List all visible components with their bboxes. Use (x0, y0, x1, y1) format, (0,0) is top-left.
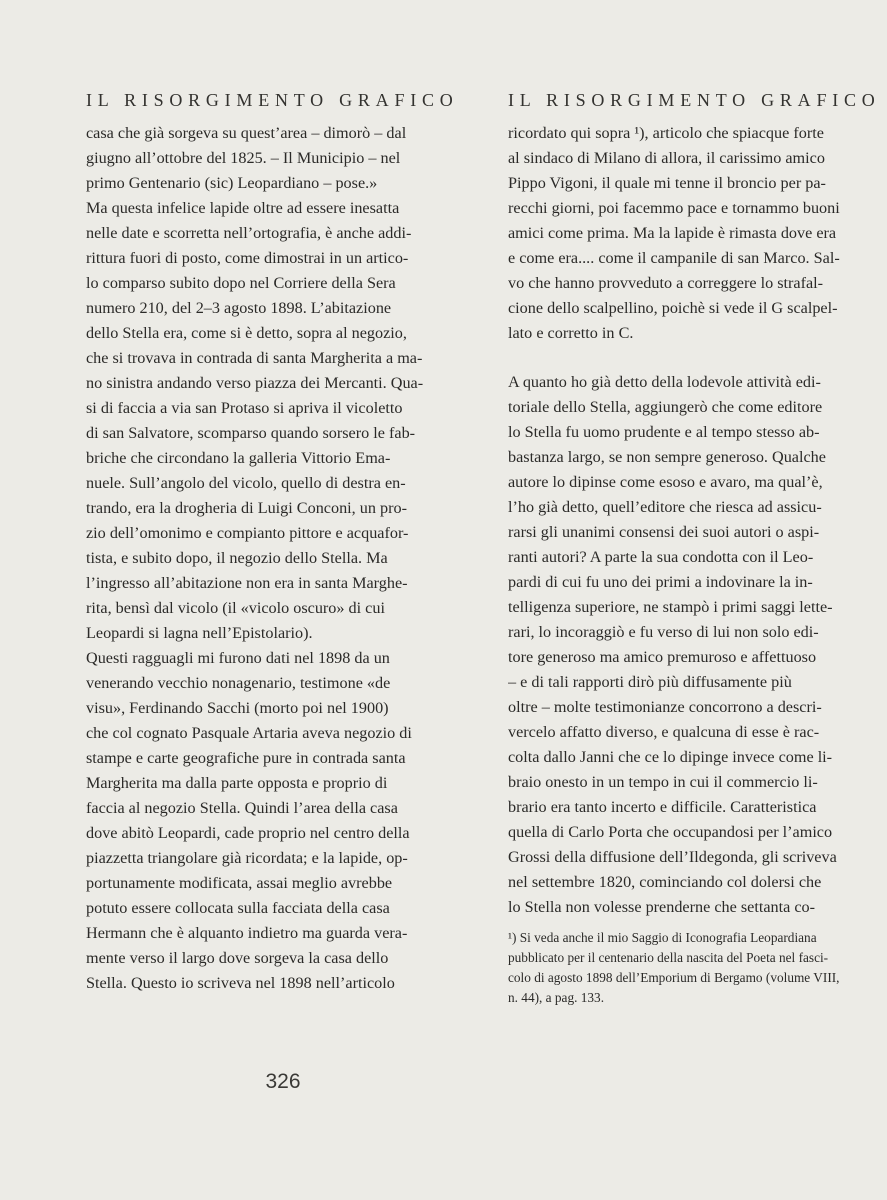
text-line: cione dello scalpellino, poichè si vede il G scalpel- (508, 299, 838, 317)
text-line: primo Gentenario (sic) Leopardiano – pose.» (86, 174, 378, 192)
text-line: lo comparso subito dopo nel Corriere della Sera (86, 274, 396, 292)
text-line: quella di Carlo Porta che occupandosi per l’amico (508, 823, 833, 841)
text-line: Ma questa infelice lapide oltre ad essere inesatta (86, 199, 400, 217)
text-line: che col cognato Pasquale Artaria aveva negozio di (86, 724, 412, 742)
running-header-right: IL RISORGIMENTO GRAFICO (508, 90, 881, 110)
text-line: lo Stella non volesse prenderne che settanta co- (508, 898, 816, 916)
text-line: Stella. Questo io scriveva nel 1898 nell’articolo (86, 974, 395, 992)
running-header-left: IL RISORGIMENTO GRAFICO (86, 90, 459, 110)
text-line: no sinistra andando verso piazza dei Mercanti. Qua- (86, 374, 424, 392)
text-line: casa che già sorgeva su quest’area – dimorò – dal (86, 124, 407, 142)
text-line: stampe e carte geografiche pure in contrada santa (86, 749, 406, 767)
page-number: 326 (265, 1070, 301, 1093)
text-line: si di faccia a via san Protaso si apriva il vicoletto (86, 399, 403, 417)
text-line: numero 210, del 2–3 agosto 1898. L’abitazione (86, 299, 392, 317)
text-line: mente verso il largo dove sorgeva la casa dello (86, 949, 389, 967)
text-line: che si trovava in contrada di santa Margherita a ma- (86, 349, 423, 367)
text-line: oltre – molte testimonianze concorrono a descri- (508, 698, 822, 716)
text-line: portunamente modificata, assai meglio avrebbe (86, 874, 393, 892)
paragraph-gap (508, 346, 868, 370)
footnote (508, 928, 868, 1008)
text-line: dello Stella era, come si è detto, sopra al negozio, (86, 324, 407, 342)
text-line: Hermann che è alquanto indietro ma guarda vera- (86, 924, 408, 942)
text-line: tore generoso ma amico premuroso e affettuoso (508, 648, 817, 666)
text-line: rari, lo incoraggiò e fu verso di lui non solo edi- (508, 623, 819, 641)
text-line: rita, bensì dal vicolo (il «vicolo oscuro» di cui (86, 599, 385, 617)
text-line: ricordato qui sopra ¹), articolo che spiacque forte (508, 124, 824, 142)
text-line: faccia al negozio Stella. Quindi l’area della casa (86, 799, 398, 817)
text-line: giugno all’ottobre del 1825. – Il Municipio – nel (86, 149, 401, 167)
text-line: recchi giorni, poi facemmo pace e tornammo buoni (508, 199, 840, 217)
text-line: l’ingresso all’abitazione non era in santa Marghe- (86, 574, 408, 592)
text-line: rarsi gli unanimi consensi dei suoi autori o aspi- (508, 523, 820, 541)
footnote-line: ¹) Si veda anche il mio Saggio di Iconografia Leopardiana (508, 930, 817, 945)
text-line: colta dallo Janni che ce lo dipinge invece come li- (508, 748, 833, 766)
text-line: al sindaco di Milano di allora, il carissimo amico (508, 149, 825, 167)
text-line: A quanto ho già detto della lodevole attività edi- (508, 373, 821, 391)
text-line: Pippo Vigoni, il quale mi tenne il broncio per pa- (508, 174, 826, 192)
text-line: visu», Ferdinando Sacchi (morto poi nel 1900) (86, 699, 389, 717)
text-line: bastanza largo, se non sempre generoso. Qualche (508, 448, 826, 466)
text-line: tista, e subito dopo, il negozio dello Stella. Ma (86, 549, 388, 567)
text-line: nelle date e scorretta nell’ortografia, è anche addi- (86, 224, 412, 242)
footnote-line: n. 44), a pag. 133. (508, 990, 605, 1005)
text-line: Margherita ma dalla parte opposta e proprio di (86, 774, 388, 792)
text-line: zio dell’omonimo e compianto pittore e acquafor- (86, 524, 409, 542)
text-line: Grossi della diffusione dell’Ildegonda, gli scriveva (508, 848, 837, 866)
left-column (86, 90, 459, 996)
text-line: autore lo dipinse come esoso e avaro, ma qual’è, (508, 473, 823, 491)
text-line: – e di tali rapporti dirò più diffusamente più (508, 673, 792, 691)
text-line: briche che circondano la galleria Vittorio Ema- (86, 449, 391, 467)
text-line: amici come prima. Ma la lapide è rimasta dove era (508, 224, 837, 242)
text-line: braio onesto in un tempo in cui il commercio li- (508, 773, 818, 791)
text-line: Questi ragguagli mi furono dati nel 1898 da un (86, 649, 390, 667)
text-line: ranti autori? A parte la sua condotta con il Leo- (508, 548, 814, 566)
text-line: brario era tanto incerto e difficile. Caratteristica (508, 798, 817, 816)
text-line: telligenza superiore, ne stampò i primi saggi lette- (508, 598, 833, 616)
footnote-line: colo di agosto 1898 dell’Emporium di Bergamo (volume VIII, (508, 970, 840, 985)
text-line: nel settembre 1820, cominciando col dolersi che (508, 873, 822, 891)
text-line: pardi di cui fu uno dei primi a indovinare la in- (508, 573, 813, 591)
text-line: lo Stella fu uomo prudente e al tempo stesso ab- (508, 423, 820, 441)
text-line: venerando vecchio nonagenario, testimone «de (86, 674, 391, 692)
text-line: toriale dello Stella, aggiungerò che come editore (508, 398, 823, 416)
right-body-text-para1 (508, 121, 868, 346)
text-line: l’ho già detto, quell’editore che riesca ad assicu- (508, 498, 822, 516)
text-line: Leopardi si lagna nell’Epistolario). (86, 624, 313, 642)
right-body-text-para2 (508, 370, 868, 920)
text-line: nuele. Sull’angolo del vicolo, quello di destra en- (86, 474, 406, 492)
text-line: vercelo affatto diverso, e qualcuna di esse è rac- (508, 723, 820, 741)
footnote-line: pubblicato per il centenario della nascita del Poeta nel fasci- (508, 950, 829, 965)
text-line: piazzetta triangolare già ricordata; e la lapide, op- (86, 849, 408, 867)
text-line: di san Salvatore, scomparso quando sorsero le fab- (86, 424, 416, 442)
text-line: lato e corretto in C. (508, 324, 634, 342)
text-line: trando, era la drogheria di Luigi Conconi, un pro- (86, 499, 407, 517)
text-line: e come era.... come il campanile di san Marco. Sal- (508, 249, 840, 267)
text-line: vo che hanno provveduto a correggere lo strafal- (508, 274, 824, 292)
text-line: potuto essere collocata sulla facciata della casa (86, 899, 390, 917)
left-body-text (86, 121, 446, 996)
text-line: rittura fuori di posto, come dimostrai in un artico- (86, 249, 409, 267)
right-column (508, 90, 881, 1008)
text-line: dove abitò Leopardi, cade proprio nel centro della (86, 824, 410, 842)
